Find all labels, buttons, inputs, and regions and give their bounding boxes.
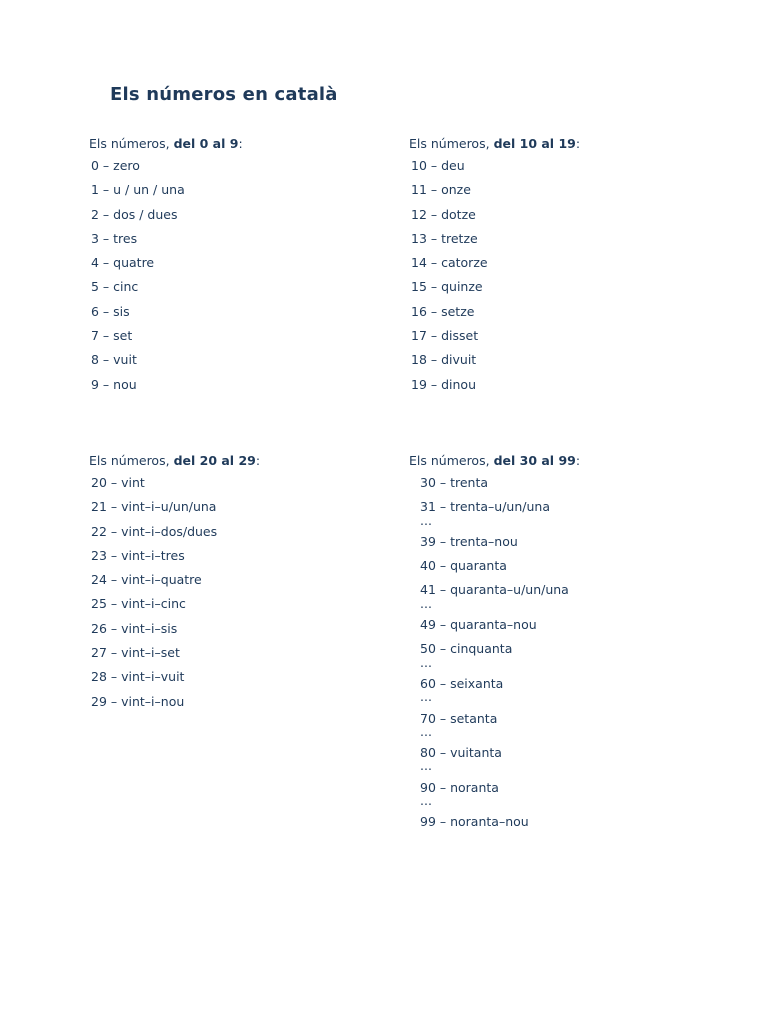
list-item: 25 – vint–i–cinc (91, 596, 186, 612)
list-item: 80 – vuitanta (420, 745, 502, 761)
list-item: 27 – vint–i–set (91, 645, 180, 661)
section-heading (89, 134, 419, 154)
heading-range: del 30 al 99 (493, 453, 576, 468)
list-item: 60 – seixanta (420, 675, 504, 691)
section-10-to-19 (409, 134, 739, 401)
section-30-to-99 (409, 451, 739, 839)
list-item: 0 – zero (91, 158, 140, 173)
ellipsis: ... (420, 689, 432, 705)
list-item: 4 – quatre (91, 255, 155, 271)
list-item: 16 – setze (411, 303, 475, 319)
section-20-to-29 (89, 451, 419, 718)
section-heading (409, 134, 739, 154)
list-item: 31 – trenta–u/un/una (420, 499, 550, 515)
list-item: 19 – dinou (411, 376, 477, 392)
list-item: 18 – divuit (411, 352, 477, 368)
list-item: 15 – quinze (411, 279, 483, 295)
list-item: 11 – onze (411, 182, 471, 198)
list-item: 28 – vint–i–vuit (91, 669, 185, 685)
list-item: 30 – trenta (420, 475, 489, 490)
list-item: 6 – sis (91, 303, 130, 319)
list-item: 50 – cinquanta (420, 641, 513, 657)
heading-suffix: : (238, 136, 243, 151)
ellipsis: ... (420, 512, 432, 528)
list-item: 21 – vint–i–u/un/una (91, 499, 217, 515)
list-item: 7 – set (91, 328, 133, 344)
list-item: 17 – disset (411, 328, 479, 344)
heading-prefix: Els números, (89, 136, 170, 151)
heading-range: del 0 al 9 (173, 136, 239, 151)
list-item: 9 – nou (91, 376, 137, 392)
heading-suffix: : (255, 453, 261, 468)
list-item: 2 – dos / dues (91, 206, 178, 222)
section-0-to-9 (89, 134, 419, 401)
list-item: 20 – vint (91, 475, 145, 490)
list-item: 22 – vint–i–dos/dues (91, 523, 218, 539)
number-list (409, 475, 739, 830)
list-item: 99 – noranta–nou (420, 814, 529, 830)
list-item: 1 – u / un / una (91, 182, 185, 198)
ellipsis: ... (420, 654, 432, 670)
list-item: 70 – setanta (420, 710, 498, 726)
heading-prefix: Els números, (409, 136, 490, 151)
heading-suffix: : (575, 136, 581, 151)
number-list (89, 475, 419, 710)
ellipsis: ... (420, 758, 432, 774)
list-item: 29 – vint–i–nou (91, 693, 185, 709)
heading-range: del 20 al 29 (173, 453, 256, 468)
ellipsis: ... (420, 723, 432, 739)
heading-prefix: Els números, (409, 453, 490, 468)
heading-range: del 10 al 19 (493, 136, 576, 151)
list-item: 8 – vuit (91, 352, 137, 368)
list-item: 39 – trenta–nou (420, 533, 518, 549)
page-title: Els números en català (110, 84, 338, 105)
list-item: 5 – cinc (91, 279, 139, 295)
list-item: 49 – quaranta–nou (420, 617, 537, 633)
list-item: 41 – quaranta–u/un/una (420, 582, 569, 598)
list-item: 40 – quaranta (420, 558, 507, 574)
list-item: 13 – tretze (411, 230, 478, 246)
list-item: 90 – noranta (420, 779, 499, 795)
section-heading (409, 451, 739, 471)
list-item: 14 – catorze (411, 255, 488, 271)
list-item: 10 – deu (411, 158, 465, 173)
ellipsis: ... (420, 793, 432, 809)
heading-suffix: : (575, 453, 581, 468)
list-item: 26 – vint–i–sis (91, 620, 178, 636)
list-item: 23 – vint–i–tres (91, 547, 185, 563)
section-heading (89, 451, 419, 471)
heading-prefix: Els números, (89, 453, 170, 468)
number-list (409, 158, 739, 393)
list-item: 24 – vint–i–quatre (91, 572, 202, 588)
ellipsis: ... (420, 595, 432, 611)
list-item: 12 – dotze (411, 206, 476, 222)
number-list (89, 158, 419, 393)
list-item: 3 – tres (91, 230, 138, 246)
